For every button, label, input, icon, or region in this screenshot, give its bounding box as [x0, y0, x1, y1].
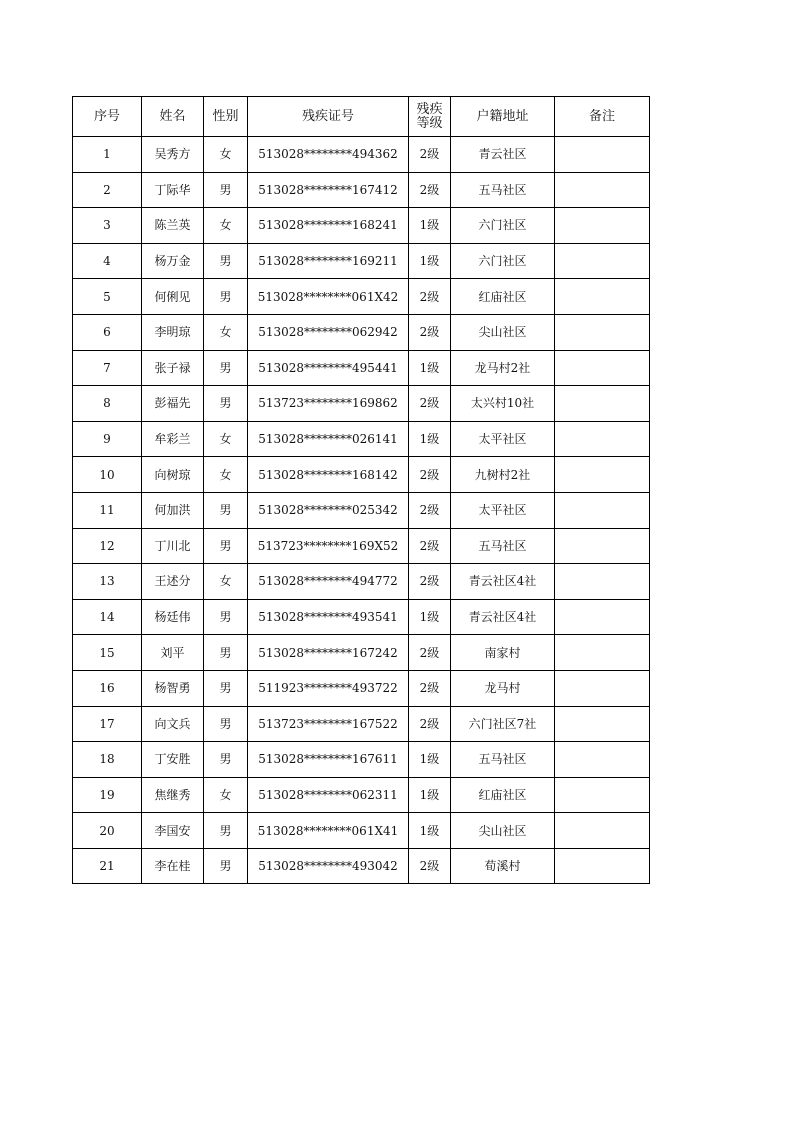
cell-gender: 男 [204, 813, 248, 849]
cell-grade: 1级 [409, 243, 451, 279]
cell-address: 九树村2社 [451, 457, 555, 493]
table-row [73, 492, 650, 528]
cell-gender: 女 [204, 208, 248, 244]
cell-cert: 513723********169X52 [248, 528, 409, 564]
cell-note [555, 314, 650, 350]
cell-cert: 513028********493541 [248, 599, 409, 635]
cell-note [555, 243, 650, 279]
cell-name: 王述分 [142, 564, 204, 600]
cell-address: 龙马村2社 [451, 350, 555, 386]
cell-cert: 513028********168142 [248, 457, 409, 493]
table-row [73, 528, 650, 564]
cell-grade: 1级 [409, 813, 451, 849]
cell-name: 向树琼 [142, 457, 204, 493]
cell-seq: 18 [73, 742, 142, 778]
cell-note [555, 172, 650, 208]
cell-seq: 1 [73, 137, 142, 173]
cell-grade: 2级 [409, 635, 451, 671]
cell-name: 焦继秀 [142, 777, 204, 813]
cell-note [555, 528, 650, 564]
cell-gender: 男 [204, 350, 248, 386]
cell-grade: 2级 [409, 314, 451, 350]
cell-note [555, 635, 650, 671]
cell-grade: 1级 [409, 599, 451, 635]
cell-seq: 17 [73, 706, 142, 742]
cell-note [555, 706, 650, 742]
cell-cert: 513028********494772 [248, 564, 409, 600]
cell-name: 丁川北 [142, 528, 204, 564]
cell-note [555, 492, 650, 528]
cell-gender: 男 [204, 742, 248, 778]
cell-address: 五马社区 [451, 528, 555, 564]
table-row [73, 421, 650, 457]
cell-name: 丁际华 [142, 172, 204, 208]
cell-name: 杨廷伟 [142, 599, 204, 635]
cell-cert: 513028********062311 [248, 777, 409, 813]
cell-address: 青云社区 [451, 137, 555, 173]
header-gender: 性别 [204, 97, 248, 137]
cell-name: 杨万金 [142, 243, 204, 279]
cell-address: 六门社区7社 [451, 706, 555, 742]
table-row [73, 386, 650, 422]
disability-roster-table [72, 96, 650, 884]
header-name: 姓名 [142, 97, 204, 137]
cell-seq: 2 [73, 172, 142, 208]
header-note: 备注 [555, 97, 650, 137]
cell-note [555, 208, 650, 244]
cell-address: 尖山社区 [451, 813, 555, 849]
cell-note [555, 848, 650, 884]
cell-gender: 男 [204, 848, 248, 884]
header-grade [409, 97, 451, 137]
cell-note [555, 670, 650, 706]
cell-cert: 513028********168241 [248, 208, 409, 244]
cell-cert: 513723********169862 [248, 386, 409, 422]
cell-note [555, 777, 650, 813]
cell-name: 牟彩兰 [142, 421, 204, 457]
cell-note [555, 386, 650, 422]
cell-seq: 7 [73, 350, 142, 386]
cell-address: 六门社区 [451, 208, 555, 244]
cell-grade: 2级 [409, 528, 451, 564]
header-row [73, 97, 650, 137]
table-row [73, 314, 650, 350]
cell-name: 李明琼 [142, 314, 204, 350]
cell-note [555, 421, 650, 457]
cell-grade: 2级 [409, 172, 451, 208]
cell-note [555, 279, 650, 315]
header-grade-line1: 残疾 [416, 101, 443, 117]
cell-gender: 女 [204, 314, 248, 350]
cell-gender: 男 [204, 279, 248, 315]
cell-cert: 513028********061X41 [248, 813, 409, 849]
cell-gender: 男 [204, 528, 248, 564]
cell-seq: 8 [73, 386, 142, 422]
table-row [73, 706, 650, 742]
cell-address: 尖山社区 [451, 314, 555, 350]
cell-seq: 13 [73, 564, 142, 600]
cell-cert: 513028********495441 [248, 350, 409, 386]
cell-cert: 513028********167242 [248, 635, 409, 671]
header-address: 户籍地址 [451, 97, 555, 137]
cell-name: 丁安胜 [142, 742, 204, 778]
cell-name: 李国安 [142, 813, 204, 849]
cell-gender: 女 [204, 564, 248, 600]
cell-note [555, 457, 650, 493]
table-row [73, 564, 650, 600]
cell-cert: 513028********167611 [248, 742, 409, 778]
cell-address: 红庙社区 [451, 777, 555, 813]
cell-name: 杨智勇 [142, 670, 204, 706]
cell-seq: 14 [73, 599, 142, 635]
cell-grade: 2级 [409, 848, 451, 884]
cell-name: 陈兰英 [142, 208, 204, 244]
table-row [73, 137, 650, 173]
cell-address: 南家村 [451, 635, 555, 671]
cell-cert: 511923********493722 [248, 670, 409, 706]
cell-grade: 2级 [409, 137, 451, 173]
table-row [73, 172, 650, 208]
cell-cert: 513028********062942 [248, 314, 409, 350]
cell-seq: 16 [73, 670, 142, 706]
cell-note [555, 564, 650, 600]
cell-grade: 1级 [409, 208, 451, 244]
header-cert: 残疾证号 [248, 97, 409, 137]
cell-grade: 2级 [409, 386, 451, 422]
cell-seq: 10 [73, 457, 142, 493]
cell-cert: 513028********026141 [248, 421, 409, 457]
cell-grade: 1级 [409, 742, 451, 778]
cell-note [555, 599, 650, 635]
cell-name: 刘平 [142, 635, 204, 671]
cell-seq: 5 [73, 279, 142, 315]
cell-name: 向文兵 [142, 706, 204, 742]
cell-cert: 513028********494362 [248, 137, 409, 173]
cell-cert: 513028********061X42 [248, 279, 409, 315]
cell-address: 六门社区 [451, 243, 555, 279]
cell-name: 彭福先 [142, 386, 204, 422]
header-seq: 序号 [73, 97, 142, 137]
cell-address: 太平社区 [451, 421, 555, 457]
cell-grade: 2级 [409, 457, 451, 493]
cell-address: 荀溪村 [451, 848, 555, 884]
cell-cert: 513723********167522 [248, 706, 409, 742]
cell-address: 太兴村10社 [451, 386, 555, 422]
cell-cert: 513028********025342 [248, 492, 409, 528]
cell-address: 红庙社区 [451, 279, 555, 315]
cell-gender: 男 [204, 670, 248, 706]
cell-grade: 1级 [409, 421, 451, 457]
cell-address: 青云社区4社 [451, 564, 555, 600]
cell-seq: 12 [73, 528, 142, 564]
table-body [73, 137, 650, 884]
cell-gender: 女 [204, 777, 248, 813]
cell-grade: 2级 [409, 564, 451, 600]
cell-name: 张子禄 [142, 350, 204, 386]
table-row [73, 457, 650, 493]
cell-gender: 男 [204, 172, 248, 208]
cell-seq: 6 [73, 314, 142, 350]
cell-gender: 男 [204, 492, 248, 528]
cell-grade: 2级 [409, 706, 451, 742]
cell-cert: 513028********493042 [248, 848, 409, 884]
cell-grade: 1级 [409, 350, 451, 386]
cell-gender: 女 [204, 457, 248, 493]
cell-grade: 2级 [409, 279, 451, 315]
cell-seq: 15 [73, 635, 142, 671]
cell-note [555, 813, 650, 849]
cell-gender: 男 [204, 706, 248, 742]
table-row [73, 599, 650, 635]
table-row [73, 243, 650, 279]
cell-name: 何加洪 [142, 492, 204, 528]
cell-address: 龙马村 [451, 670, 555, 706]
cell-cert: 513028********169211 [248, 243, 409, 279]
cell-note [555, 350, 650, 386]
cell-gender: 男 [204, 386, 248, 422]
cell-name: 吴秀方 [142, 137, 204, 173]
cell-name: 何俐见 [142, 279, 204, 315]
table-row [73, 742, 650, 778]
cell-note [555, 137, 650, 173]
table-row [73, 635, 650, 671]
cell-grade: 2级 [409, 492, 451, 528]
cell-address: 青云社区4社 [451, 599, 555, 635]
table-row [73, 813, 650, 849]
table-row [73, 350, 650, 386]
cell-gender: 男 [204, 599, 248, 635]
table-row [73, 208, 650, 244]
cell-address: 五马社区 [451, 172, 555, 208]
cell-seq: 11 [73, 492, 142, 528]
cell-address: 太平社区 [451, 492, 555, 528]
cell-seq: 19 [73, 777, 142, 813]
cell-seq: 3 [73, 208, 142, 244]
table-row [73, 848, 650, 884]
cell-seq: 21 [73, 848, 142, 884]
cell-gender: 女 [204, 421, 248, 457]
cell-cert: 513028********167412 [248, 172, 409, 208]
cell-note [555, 742, 650, 778]
cell-name: 李在桂 [142, 848, 204, 884]
cell-gender: 男 [204, 243, 248, 279]
table-row [73, 670, 650, 706]
table-row [73, 279, 650, 315]
cell-seq: 20 [73, 813, 142, 849]
cell-gender: 女 [204, 137, 248, 173]
cell-seq: 4 [73, 243, 142, 279]
header-grade-line2: 等级 [416, 115, 443, 131]
cell-address: 五马社区 [451, 742, 555, 778]
cell-grade: 1级 [409, 777, 451, 813]
table-row [73, 777, 650, 813]
cell-seq: 9 [73, 421, 142, 457]
cell-gender: 男 [204, 635, 248, 671]
cell-grade: 2级 [409, 670, 451, 706]
